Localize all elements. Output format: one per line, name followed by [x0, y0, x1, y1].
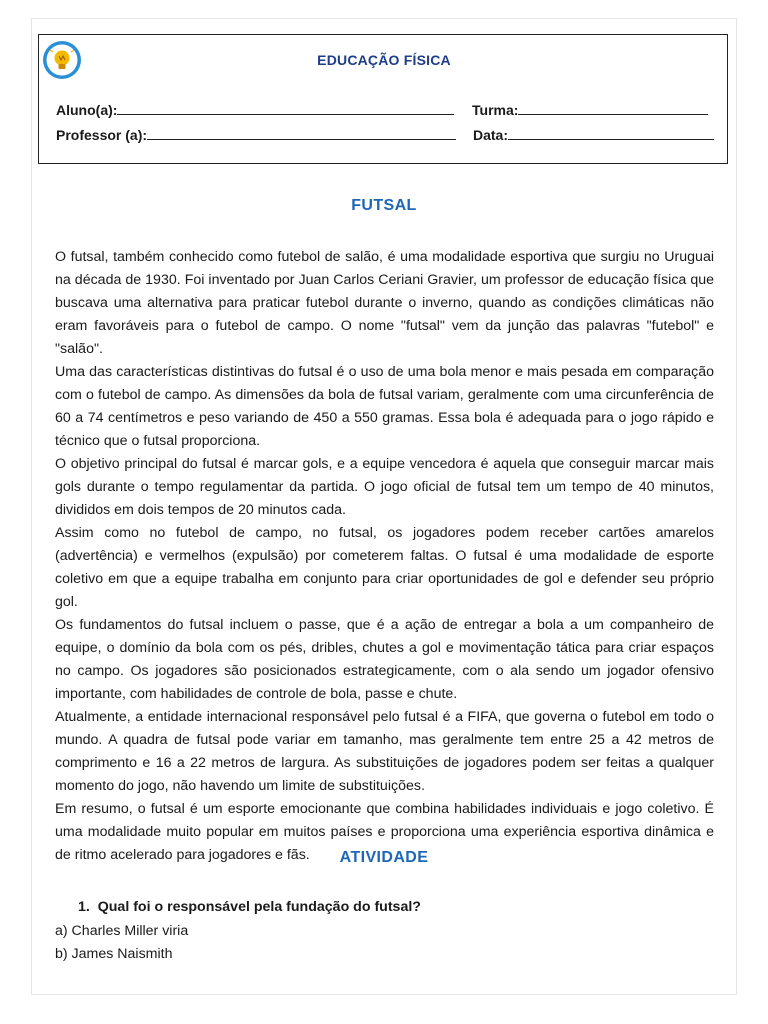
class-field[interactable] — [472, 102, 708, 118]
paragraph: Atualmente, a entidade internacional responsável pelo futsal é a FIFA, que governa o futebol em todo o mundo. A quadra de futsal pode variar em tamanho, mas geralmente tem entre 25 a 42 metros de comprimento e 16 a 22 metros de largura. As substituições de jogadores podem ser feitas a qualquer momento do jogo, não havendo um limite de substituições. — [55, 709, 714, 794]
date-field[interactable] — [473, 127, 714, 143]
date-label: Data: — [473, 127, 509, 143]
question-1 — [78, 899, 421, 915]
student-line[interactable] — [117, 102, 454, 115]
activity-title: ATIVIDADE — [339, 849, 429, 866]
body-text — [55, 246, 714, 867]
teacher-label: Professor (a): — [56, 127, 148, 143]
question-number: 1. — [78, 899, 90, 915]
paragraph: O objetivo principal do futsal é marcar gols, e a equipe vencedora é aquela que conseguir marcar mais gols durante o tempo regulamentar da partida. O jogo oficial de futsal tem um tempo de 40 minutos, divididos em dois tempos de 20 minutos cada. — [55, 456, 714, 518]
student-label: Aluno(a): — [56, 102, 118, 118]
paragraph: Assim como no futebol de campo, no futsal, os jogadores podem receber cartões amarelos (advertência) e vermelhos (expulsão) por cometerem faltas. O futsal é uma modalidade de esporte coletivo em que a equipe trabalha em conjunto para criar oportunidades de gol e defender seu próprio gol. — [55, 525, 714, 610]
paragraph: O futsal, também conhecido como futebol de salão, é uma modalidade esportiva que surgiu no Uruguai na década de 1930. Foi inventado por Juan Carlos Ceriani Gravier, um professor de educação física que buscava uma alternativa para praticar futebol durante o inverno, quando as condições climáticas não eram favoráveis para o futebol de campo. O nome "futsal" vem da junção das palavras "futebol" e "salão". — [55, 249, 714, 357]
date-line[interactable] — [508, 127, 714, 140]
question-text: Qual foi o responsável pela fundação do futsal? — [97, 899, 421, 915]
option-a[interactable]: a) Charles Miller viria — [55, 923, 189, 939]
page-title: FUTSAL — [351, 197, 417, 214]
paragraph: Uma das características distintivas do futsal é o uso de uma bola menor e mais pesada em comparação com o futebol de campo. As dimensões da bola de futsal variam, geralmente com uma circunferência de 60 a 74 centímetros e peso variando de 450 a 550 gramas. Essa bola é adequada para o jogo rápido e técnico que o futsal proporciona. — [55, 364, 714, 449]
header-box — [38, 34, 728, 164]
class-line[interactable] — [518, 102, 708, 115]
subject-title: EDUCAÇÃO FÍSICA — [317, 52, 451, 68]
paragraph: Em resumo, o futsal é um esporte emocionante que combina habilidades individuais e jogo coletivo. É uma modalidade muito popular em muitos países e proporciona uma experiência esportiva dinâmica e de ritmo acelerado para jogadores e fãs. — [55, 801, 714, 863]
teacher-line[interactable] — [147, 127, 456, 140]
teacher-field[interactable] — [56, 127, 456, 143]
class-label: Turma: — [472, 102, 519, 118]
student-field[interactable] — [56, 102, 454, 118]
option-b[interactable]: b) James Naismith — [55, 946, 173, 962]
paragraph: Os fundamentos do futsal incluem o passe, que é a ação de entregar a bola a um companheiro de equipe, o domínio da bola com os pés, dribles, chutes a gol e movimentação tática para criar espaços no campo. Os jogadores são posicionados estrategicamente, com o ala sendo um jogador ofensivo importante, com habilidades de controle de bola, passe e chute. — [55, 617, 714, 702]
